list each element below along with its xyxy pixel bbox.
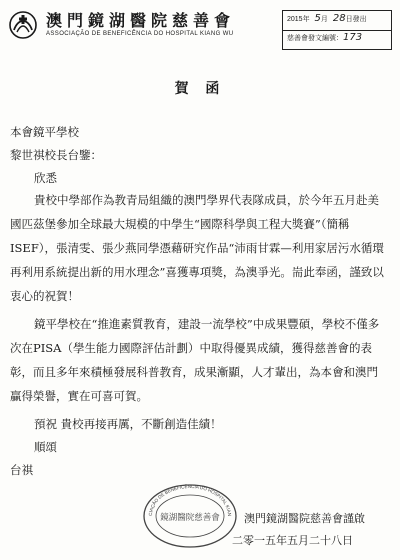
issue-day-label: 日發出: [345, 16, 367, 23]
issue-day: 28: [332, 13, 346, 24]
seal-center-text: 鏡湖醫院慈善會: [160, 513, 220, 523]
letter-closing-honorific: 台祺: [10, 463, 33, 477]
signature-organization: 澳門鏡湖醫院慈善會謹啟: [244, 512, 365, 525]
association-logo-icon: [8, 10, 38, 40]
recipient-school: 本會鏡平學校: [10, 125, 79, 139]
issue-year-label: 年: [302, 16, 310, 23]
seal-ring-text: CIAÇÃO DE BENEFICÊNCIA DO HOSPITAL KIAN: [147, 483, 233, 517]
issue-year: 2015: [287, 16, 303, 23]
reference-box-divider: [283, 30, 391, 31]
reference-number-label: 慈善會發文編號：: [287, 35, 343, 42]
signature-date: 二零一五年五月二十八日: [232, 534, 353, 547]
issue-month: 5: [314, 13, 321, 24]
reference-number-row: [283, 32, 391, 48]
reference-box: [282, 10, 392, 50]
recipient-principal: 黎世祺校長台鑒：: [10, 148, 102, 162]
letter-paragraph-2: 鏡平學校在“推進素質教育，建設一流學校”中成果豐碩，學校不僅多次在PISA（學生能力國際評估計劃）中取得優異成績，獲得慈善會的表彰，而且多年來積極發展科普教育，成果漸顯，人才輩出，為本會和澳門贏得榮譽，實在可喜可賀。: [10, 317, 380, 403]
letter-closing: 順頌: [34, 440, 57, 454]
letter-paragraph-1: 貴校中學部作為教青局組織的澳門學界代表隊成員，於今年五月赴美國匹茲堡參加全球最大規模的中學生“國際科學與工程大獎賽”（簡稱 ISEF），張清雯、張少燕同學憑藉研究作品“沛雨甘霖—利用家居污水循環再利用系統提出新的用水理念”喜獲專項獎，為澳爭光。耑此奉函，謹致以衷心的祝賀！: [10, 193, 384, 303]
issue-month-label: 月: [320, 16, 328, 23]
reference-number: 173: [343, 32, 363, 43]
organization-name-chinese: 澳門鏡湖醫院慈善會: [46, 11, 236, 30]
association-seal: [140, 478, 240, 548]
organization-name-portuguese: ASSOCIAÇÃO DE BENEFICÊNCIA DO HOSPITAL KIANG WU: [46, 31, 234, 37]
letter-greeting: 欣悉: [34, 171, 57, 185]
issue-date-row: [283, 13, 391, 29]
letter-title: 賀 函: [174, 81, 226, 97]
letter-wish: 預祝 貴校再接再厲，不斷創造佳績！: [34, 417, 222, 431]
